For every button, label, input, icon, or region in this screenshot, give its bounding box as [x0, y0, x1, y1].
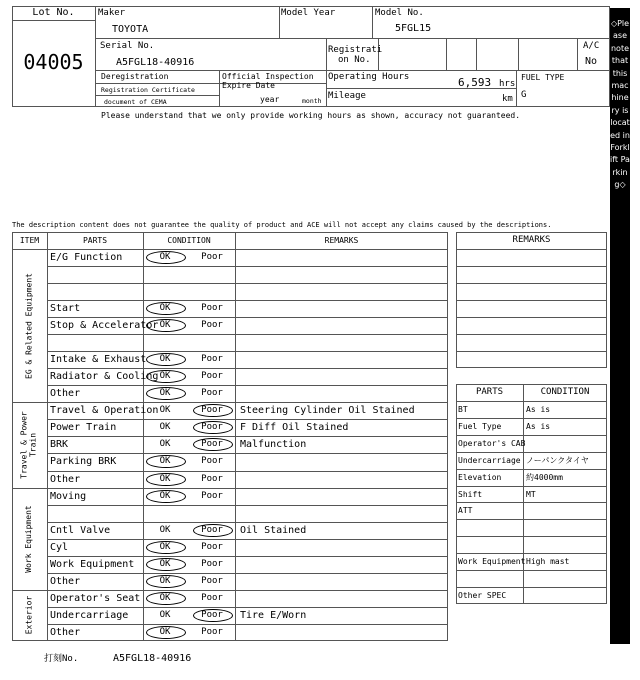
fuel-type-value: G — [521, 90, 527, 100]
spec-part: Undercarriage — [458, 455, 521, 465]
part-name: Power Train — [50, 422, 117, 434]
ok-option: OK — [159, 405, 171, 416]
model-year-label: Model Year — [281, 8, 336, 18]
ok-option: OK — [159, 320, 171, 331]
spec-part: Shift — [458, 489, 483, 499]
spec-value: As is — [526, 405, 551, 414]
ac-label: A/C — [583, 41, 600, 51]
registration-label-2: on No. — [338, 55, 371, 65]
spec-value: ノーパンクタイヤ — [526, 455, 589, 465]
ok-option: OK — [159, 388, 171, 399]
ok-option: OK — [159, 524, 171, 535]
section-label: Work Equipment — [24, 504, 34, 573]
ok-option: OK — [159, 371, 171, 382]
poor-option: Poor — [201, 592, 223, 603]
poor-option: Poor — [201, 626, 223, 637]
ok-option: OK — [159, 303, 171, 314]
spec-part: ATT — [458, 506, 473, 516]
item-header: ITEM — [19, 236, 40, 245]
part-name: Undercarriage — [50, 609, 129, 621]
ok-selected-circle — [146, 490, 186, 503]
hrs-unit: hrs — [499, 79, 516, 89]
poor-option: Poor — [201, 303, 223, 314]
part-name: Intake & Exhaust — [50, 354, 147, 366]
maker-value: TOYOTA — [112, 24, 149, 35]
poor-option: Poor — [201, 558, 223, 569]
spec-part: Fuel Type — [458, 421, 502, 431]
mileage-label: Mileage — [328, 91, 366, 101]
spec-value: As is — [526, 421, 551, 431]
ok-option: OK — [159, 575, 171, 586]
serial-value: A5FGL18-40916 — [116, 57, 195, 68]
spec-condition-header: CONDITION — [540, 387, 590, 397]
section-label: Exterior — [24, 596, 34, 635]
ac-value: No — [585, 56, 598, 67]
poor-option: Poor — [201, 405, 223, 416]
remark-text: Oil Stained — [240, 524, 307, 536]
ok-selected-circle — [146, 575, 186, 588]
ok-option: OK — [159, 558, 171, 569]
poor-option: Poor — [201, 439, 223, 450]
section-label: EG & Related Equipment — [24, 272, 34, 379]
model-no-label: Model No. — [375, 8, 424, 18]
stamp-no-value: A5FGL18-40916 — [113, 653, 192, 664]
month-label: month — [302, 97, 322, 105]
model-no-value: 5FGL15 — [395, 23, 432, 34]
poor-option: Poor — [201, 252, 223, 262]
remarks-header: REMARKS — [324, 236, 359, 245]
part-name: Work Equipment — [50, 558, 135, 570]
ok-selected-circle — [146, 626, 186, 639]
description-notice: The description content does not guarantee the quality of product and ACE will not accept any claims caused by the descriptions. — [12, 221, 552, 229]
part-name: Start — [50, 303, 81, 315]
operating-hours-label: Operating Hours — [328, 72, 410, 82]
remark-text: Malfunction — [240, 439, 307, 451]
spec-parts-header: PARTS — [475, 387, 504, 397]
ok-option: OK — [159, 592, 171, 603]
ok-selected-circle — [146, 541, 186, 554]
part-name: Other — [50, 473, 81, 485]
right-remarks-header: REMARKS — [512, 235, 551, 245]
part-name: E/G Function — [50, 252, 123, 263]
ok-selected-circle — [146, 558, 186, 571]
deregistration-label: Deregistration — [101, 72, 169, 81]
poor-option: Poor — [201, 388, 223, 399]
maker-label: Maker — [98, 8, 126, 18]
poor-option: Poor — [201, 371, 223, 382]
remark-text: Steering Cylinder Oil Stained — [240, 405, 415, 417]
spec-part: Operator's CAB — [458, 438, 526, 448]
condition-header: CONDITION — [167, 236, 211, 245]
ok-option: OK — [159, 422, 171, 433]
spec-value: MT — [526, 489, 536, 499]
poor-option: Poor — [201, 575, 223, 586]
poor-option: Poor — [201, 609, 223, 620]
ok-selected-circle — [146, 473, 186, 486]
poor-option: Poor — [201, 473, 223, 484]
remark-text: Tire E/Worn — [240, 609, 307, 621]
ok-selected-circle — [146, 251, 186, 264]
ok-option: OK — [159, 439, 171, 450]
part-name: Moving — [50, 490, 87, 502]
part-name: Other — [50, 575, 81, 587]
location-sidebar — [610, 8, 630, 644]
remark-text: F Diff Oil Stained — [240, 422, 349, 434]
ok-option: OK — [159, 626, 171, 637]
km-unit: km — [502, 94, 513, 104]
ok-selected-circle — [146, 592, 186, 605]
spec-part: BT — [458, 405, 468, 414]
stamp-no-label: 打刻No. — [44, 654, 79, 664]
poor-option: Poor — [201, 541, 223, 552]
ok-option: OK — [159, 456, 171, 467]
parts-header: PARTS — [82, 236, 108, 245]
part-name: BRK — [50, 439, 69, 451]
registration-label-1: Registrati — [328, 45, 383, 55]
part-name: Radiator & Cooling — [50, 371, 159, 383]
part-name: Cyl — [50, 541, 69, 553]
section-label: Travel & Power — [20, 411, 29, 479]
lot-number: 04005 — [23, 50, 84, 74]
fuel-type-label: FUEL TYPE — [521, 73, 565, 82]
ok-option: OK — [159, 609, 171, 620]
spec-value: 約4000mm — [526, 472, 563, 482]
hours-notice: Please understand that we only provide working hours as shown, accuracy not guaranteed. — [101, 111, 521, 120]
poor-option: Poor — [201, 524, 223, 535]
poor-option: Poor — [201, 354, 223, 365]
part-name: Operator's Seat — [50, 592, 141, 604]
section-label: Train — [29, 432, 38, 457]
inspection-label-1: Official Inspection — [222, 72, 314, 81]
registration-certificate-label: Registration Certificate — [101, 86, 195, 94]
poor-option: Poor — [201, 490, 223, 501]
spec-value: High mast — [526, 557, 570, 567]
ok-option: OK — [159, 354, 171, 365]
year-label: year — [260, 95, 280, 104]
poor-option: Poor — [201, 422, 223, 433]
ok-option: OK — [159, 541, 171, 552]
operating-hours-value: 6,593 — [458, 76, 492, 89]
part-name: Cntl Valve — [50, 524, 111, 536]
part-name: Parking BRK — [50, 456, 117, 468]
poor-selected-circle — [193, 609, 233, 622]
poor-option: Poor — [201, 320, 223, 331]
location-notice: ◇Please note that this machinery is located in Forklift Parking◇ — [610, 19, 630, 190]
ok-option: OK — [159, 490, 171, 501]
spec-part: Other SPEC — [458, 590, 507, 600]
part-name: Other — [50, 388, 81, 400]
poor-option: Poor — [201, 456, 223, 467]
spec-part: Elevation — [458, 472, 502, 482]
lot-label: Lot No. — [32, 7, 75, 18]
poor-selected-circle — [193, 524, 233, 537]
part-name: Stop & Accelerator — [50, 320, 159, 332]
spec-part: Work Equipment — [458, 557, 526, 567]
ok-option: OK — [159, 473, 171, 484]
inspection-label-2: Expire Date — [222, 81, 275, 90]
serial-label: Serial No. — [100, 41, 155, 51]
ok-option: OK — [159, 252, 171, 262]
part-name: Other — [50, 626, 81, 638]
cema-label: document of CEMA — [104, 98, 167, 106]
part-name: Travel & Operation — [50, 405, 159, 417]
